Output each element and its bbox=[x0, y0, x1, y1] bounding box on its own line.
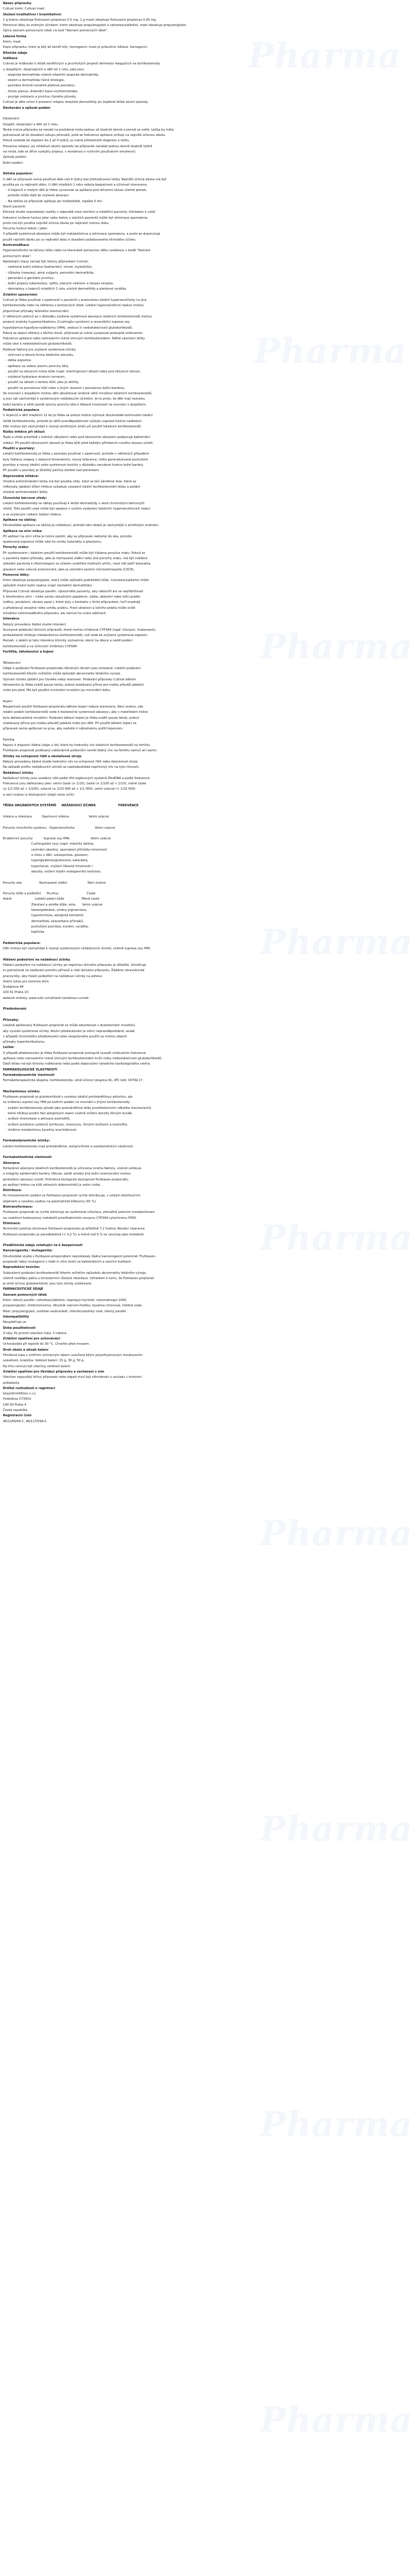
text-line: flutikason-propionátu je zanedbatelná (< 0,2 %) a méně než 5 % se vylučuje jako metabolit. bbox=[3, 1232, 145, 1237]
text-line: Po intravenózním podání se flutikason-propionát rychle distribuuje, s velkým distribučním bbox=[3, 1194, 141, 1198]
text-line: Lokálně aplikovaný flutikason-propionát se může absorbovat v dostatečném množství, bbox=[3, 1024, 136, 1028]
text-line: - U kojenců a malých dětí je třeba vyvarovat se aplikace pod okluzivní obvaz včetně plenek, bbox=[3, 189, 147, 193]
text-line: Šrobárova 48 bbox=[3, 985, 24, 989]
text-line: Teplé a vlhké prostředí v kožních záhybech nebo pod okluzivním obvazem podporuje bakteriální bbox=[3, 436, 151, 440]
text-line: Rizikové faktory pro zvýšené systémové účinky: bbox=[3, 348, 77, 352]
section-heading: Druh obalu a obsah balení bbox=[3, 1348, 48, 1352]
text-line: použít nejnižší dávku po co nejkratší dobu k dosažení požadovaného klinického účinku. bbox=[3, 238, 136, 242]
text-line: u dospělých, dospívajících a dětí od 1 roku, jako jsou: bbox=[3, 67, 85, 72]
text-line: 3 roky. Po prvním otevření tuby: 3 měsíce. bbox=[3, 1331, 68, 1335]
watermark-logo: Pharma bbox=[260, 627, 413, 667]
text-line: aby vyvolal systémové účinky. Akutní předávkování je velmi nepravděpodobné, avšak bbox=[3, 1029, 135, 1033]
text-line: frekvence aplikace nebo nahrazením méně účinným kortikosteroidem. Náhlé ukončení léčby bbox=[3, 337, 145, 341]
text-line: GlaxoSmithKline s.r.o. bbox=[3, 1392, 37, 1396]
text-line: pokračovat až do dosažení ústupu příznaků, poté se frekvence aplikace snižuje na nejnižší účinnou dávku. bbox=[3, 134, 166, 138]
text-line: - použití na porušenou kůži nebo v jiných stavech s porušenou kožní bariérou. bbox=[3, 386, 126, 390]
text-line: - zvýšená hydratace stratum corneum, bbox=[3, 375, 66, 379]
text-line bbox=[3, 1238, 352, 1243]
text-line: na místa, kde se dříve vyskytly projevy, v kombinaci s rutinním používáním emoliencií. bbox=[3, 150, 136, 154]
text-line: - inhibice metabolismu kyseliny arachidonové. bbox=[3, 1128, 77, 1132]
section-heading: TŘÍDA ORGÁNOVÝCH SYSTÉMŮ NEŽÁDOUCÍ ÚČINEK FREKVENCE bbox=[3, 804, 139, 808]
text-line: Starší pacienti: bbox=[3, 205, 26, 209]
text-line: v případě chronického předávkování nebo nesprávného použití se mohou objevit bbox=[3, 1034, 127, 1039]
section-heading: Indikace bbox=[3, 56, 18, 60]
text-line: - prurigo nodularis a pruritus různého původu. bbox=[3, 95, 77, 99]
text-line: přípravek nemá aplikovat na prsa, aby nedošlo k náhodnému požití kojencem. bbox=[3, 727, 123, 731]
text-line: odeslání pacienta k oftalmologovi za účelem vyšetření možných příčin, mezi něž patří katarakta, bbox=[3, 562, 151, 566]
text-line: 1 g krému obsahuje fluticasoni propionas 0,5 mg, 1 g masti obsahuje fluticasoni propionas 0,05 mg. bbox=[3, 18, 157, 22]
section-heading: Mechanismus účinku: bbox=[3, 1089, 40, 1094]
text-line: Popis přípravku: krém je bílý až téměř bílý, homogenní; mast je průsvitná, bělavá, homogenní. bbox=[3, 46, 148, 50]
text-line bbox=[3, 798, 352, 803]
text-line: Dlouhodobé studie s flutikason-propionátem neprokázaly žádný kancerogenní potenciál. Flutikason- bbox=[3, 1254, 157, 1258]
section-heading: Aplikace na obličej: bbox=[3, 518, 37, 522]
section-heading: Doprovodná infekce: bbox=[3, 474, 39, 478]
text-line: Poruchy imunitního systému Hypersenzitivita Velmi vzácné bbox=[3, 826, 115, 830]
text-line bbox=[3, 809, 352, 815]
text-line: Terminální poločas eliminace flutikason-propionátu je přibližně 7,2 hodiny. Renální clearance bbox=[3, 1227, 145, 1231]
text-line: - použití na okluzivní místa kůže (např. intertriginózní oblasti nebo pod okluzivní obvaz), bbox=[3, 369, 141, 374]
text-line: způsobit místní kožní reakce (např. kontaktní dermatitidu). bbox=[3, 584, 93, 588]
section-heading: Zvláštní opatření pro likvidaci přípravku a zacházení s ním bbox=[3, 1370, 105, 1374]
text-line: Porucha funkce ledvin / jater: bbox=[3, 227, 48, 231]
text-line: hypertrichóza, alergická kontaktní bbox=[3, 914, 84, 918]
text-line: se sníženou supresí osy HPA po kožním podání ve srovnání s jinými kortikosteroidy. bbox=[3, 1101, 131, 1105]
text-line: Všechen nepoužitý léčivý přípravek nebo odpad musí být zlikvidován v souladu s místními bbox=[3, 1375, 142, 1380]
text-line bbox=[3, 655, 352, 660]
text-line: připomínat příznaky léčeného onemocnění. bbox=[3, 309, 70, 313]
text-line: Při aplikaci na oční víčka je nutné zajistit, aby se přípravek nedostal do oka, protože bbox=[3, 534, 132, 538]
text-line: - neléčené kožní infekce (bakteriální, virové, mykotické), bbox=[3, 265, 93, 270]
text-line: Endokrinní poruchy Suprese osy HPA: Velmi vzácné bbox=[3, 837, 111, 841]
text-line: a jsou tak náchylnější k systémovým nežádoucím účinkům. Je to proto, že děti mají nezralou bbox=[3, 397, 145, 401]
watermark-logo: Pharma bbox=[260, 2104, 413, 2144]
text-line: centrální obezita), zpomalení přírůstku hmotnosti bbox=[3, 848, 108, 852]
text-line: Údaje o podávání flutikason-propionátu těhotným ženám jsou omezené. Lokální podávání bbox=[3, 666, 141, 670]
text-line: Krém obsahuje propylenglykol, který může způsobit podráždění kůže. Cetostearylalkohol může bbox=[3, 579, 149, 583]
text-line: Poruchy oka Rozmazané vidění Není známo bbox=[3, 881, 106, 885]
section-heading: Léčba: bbox=[3, 1046, 15, 1050]
section-heading: Pediatrická populace: bbox=[3, 941, 41, 945]
text-line: kopřivka bbox=[3, 930, 44, 935]
text-line: - snížení chemotaxe a aktivace eozinofilů, bbox=[3, 1117, 70, 1121]
text-line: včetně rozštěpu patra a intrauterinní růstové retardace. Vzhledem k tomu, že flutikason-propionát bbox=[3, 1276, 154, 1280]
text-line: uzávěrem, krabička. Velikost balení: 15 g, 30 g, 50 g. bbox=[3, 1359, 85, 1363]
text-line: - aplikace na velkou plochu povrchu těla, bbox=[3, 364, 69, 368]
watermark-logo: Pharma bbox=[254, 331, 407, 371]
text-line: (≥ 1/1 000 až < 1/100), vzácné (≥ 1/10 000 až < 1/1 000), velmi vzácné (< 1/10 000) bbox=[3, 787, 136, 791]
text-line: vhodné antimikrobiální léčby. bbox=[3, 491, 48, 495]
text-line: Při systémovém i lokálním použití kortikosteroidů může být hlášena porucha zraku. Pokud se bbox=[3, 551, 145, 555]
text-line: Následující stavy nemají být léčeny přípravkem Cutivat: bbox=[3, 259, 89, 264]
text-line: které inhibují pozdní fázi alergických reakcí včetně snížení denzity žírných buněk, bbox=[3, 1111, 133, 1115]
section-heading: Klinické údaje bbox=[3, 51, 27, 55]
text-line: Ve srovnání s dospělými mohou děti absorbovat úměrně větší množství lokálních kortikosteroidů, bbox=[3, 392, 152, 396]
text-line: Dlouhodobá aplikace na obličej je nežádoucí, protože tato oblast je náchylnější k atrofickým změnám. bbox=[3, 524, 160, 528]
text-line: u pacienta objeví příznaky, jako je rozmazané vidění nebo jiné poruchy zraku, má být zváženo bbox=[3, 556, 148, 560]
text-line: - atopická dermatitida včetně infantilní atopické dermatitidy, bbox=[3, 73, 99, 77]
text-line: vředů. Toto použití však může být spojeno s vyšším výskytem lokálních hypersenzitivních reakcí bbox=[3, 507, 151, 511]
text-line: Nebyly provedeny žádné studie hodnotící vliv na schopnost řídit nebo obsluhovat stroje. bbox=[3, 760, 139, 764]
section-heading: Seznam pomocných látek bbox=[3, 1293, 47, 1297]
section-heading: Chronické bércové vředy: bbox=[3, 496, 47, 500]
section-heading: Poruchy zraku: bbox=[3, 546, 29, 550]
text-line: Lokální kortikosteroidy je třeba u psoriázy používat s opatrností, protože v některých případech bbox=[3, 452, 149, 456]
text-line: U dětí se přípravek nemá používat déle než 4 týdny bez přehodnocení léčby. Nejnižší účinná dávka má být bbox=[3, 177, 167, 181]
section-heading: Distribuce: bbox=[3, 1189, 22, 1193]
text-line: Těhotenství bbox=[3, 661, 21, 665]
section-heading: FARMACEUTICKÉ ÚDAJE bbox=[3, 1287, 44, 1292]
text-line: Pokud se objeví některý z těchto stavů, přípravek je nutné vysazovat postupně snižováním bbox=[3, 331, 143, 335]
text-line: léčbě kortikosteroidy, protože je větší pravděpodobnost výskytu suprese funkce nadledvin. bbox=[3, 419, 143, 423]
watermark-logo: Pharma bbox=[260, 1513, 413, 1553]
text-line: Nejsou k dispozici žádné údaje u lidí, které by hodnotily vliv lokálních kortikosteroidů na fertilitu. bbox=[3, 744, 151, 748]
text-line: Subkutánní podávání kortikosteroidů březím zvířatům způsobilo abnormality fetálního vývoje, bbox=[3, 1271, 147, 1275]
text-line: Bezpečnost použití flutikason-propionátu během kojení nebyla stanovena. Není známo, zda bbox=[3, 705, 144, 709]
text-line bbox=[3, 1001, 352, 1007]
text-line: - účinnost a léková forma lokálního steroidu, bbox=[3, 353, 74, 357]
text-line: pomocných látek". bbox=[3, 254, 32, 258]
text-line: dermatitida, exacerbace příznaků, bbox=[3, 919, 84, 923]
text-line: Poruchy kůže a podkožní Pruritus Časté bbox=[3, 892, 96, 896]
text-line: Prevence relapsu: po zvládnutí akutní epizody lze přípravek nanášet jednou denně dvakrát týdně bbox=[3, 144, 152, 148]
text-line: Vhodná antimikrobiální léčba má být použita vždy, když se léčí zánětlivé léze, které se bbox=[3, 479, 136, 484]
section-heading: Fertilita, těhotenství a kojení bbox=[3, 650, 54, 654]
text-line: a není známo (z dostupných údajů nelze určit). bbox=[3, 793, 76, 797]
section-heading: Název přípravku bbox=[3, 2, 31, 5]
text-line: - psoriáza (kromě rozsáhlé plakové psoriázy), bbox=[3, 84, 76, 88]
text-line: na neaktivní karboxylový metabolit prostřednictvím enzymu CYP3A4 cytochromu P450. bbox=[3, 1216, 137, 1220]
text-line: lokální podání kortikosteroidů vede k dostatečné systémové absorpci, aby v mateřském mléce bbox=[3, 710, 148, 715]
text-line: Cushingoidní rysy (např. měsíčitý obličej, bbox=[3, 842, 95, 846]
text-line bbox=[3, 1013, 352, 1018]
text-line: - Lokální kortikosteroidy působí jako protizánětlivé látky prostřednictvím několika mechanismů, bbox=[3, 1106, 152, 1110]
text-line: (oděvy, povlečení, obvazy apod.), které byly v kontaktu s tímto přípravkem, hoří snadněji bbox=[3, 601, 141, 605]
section-heading: Kontraindikace bbox=[3, 244, 30, 248]
text-line: projevit známky hyperkortikalismu (Cushingův syndrom) a reverzibilní suprese osy bbox=[3, 320, 130, 325]
text-line: a představují závažné riziko vzniku požáru. Praní oblečení a ložního prádla může snížit bbox=[3, 606, 136, 610]
text-line bbox=[3, 166, 352, 171]
section-heading: Absorpce: bbox=[3, 1161, 21, 1165]
section-heading: Léková forma bbox=[3, 34, 27, 38]
section-heading: FARMAKOLOGICKÉ VLASTNOSTI bbox=[3, 1068, 57, 1072]
text-line: Mast: propylenglykol, sorbitan-seskvioleát, mikrokrystalický vosk, tekutý parafin. bbox=[3, 1309, 128, 1313]
text-line: kortikosteroidů a na účinnosti inhibitoru CYP3A4. bbox=[3, 644, 78, 648]
section-heading: Registrační číslo bbox=[3, 1414, 32, 1418]
text-line: hyperglykémie/glukosurie, katarakta, bbox=[3, 859, 89, 863]
text-line: 100 41 Praha 10 bbox=[3, 991, 28, 995]
text-line: proto má být použita nejnižší účinná dávka po nejkratší nutnou dobu. bbox=[3, 221, 110, 225]
text-line: očekávaný přínos pro matku převáží jakékoli riziko pro dítě. Při použití během kojení se bbox=[3, 721, 136, 725]
text-line: Infekce a infestace Oportunní infekce Velmi vzácné bbox=[3, 815, 109, 819]
section-heading: Farmakokinetické vlastnosti bbox=[3, 1156, 52, 1160]
text-line bbox=[3, 111, 352, 116]
text-line: Hlášení podezření na nežádoucí účinky po registraci léčivého přípravku je důležité. Umožňuje bbox=[3, 963, 147, 967]
text-line: Dávkování: bbox=[3, 117, 20, 121]
text-line: Flutikason-propionát podávaný subkutánně potkanům neměl žádný vliv na fertilitu samců ani samic. bbox=[3, 749, 158, 753]
text-line: Význam tohoto zjištění pro člověka nebyl stanoven. Podávání přípravku Cutivat během bbox=[3, 677, 136, 682]
text-line: riziko pro plod. Má být použito minimální množství po minimální dobu. bbox=[3, 689, 111, 693]
text-line: aplikace nebo nahrazením méně účinným kortikosteroidem kvůli riziku nedostatečnosti glukokortikoidů. bbox=[3, 1057, 162, 1060]
section-heading: Hlášení podezření na nežádoucí účinky bbox=[3, 958, 70, 962]
text-line: infikovaly. Jakékoli šíření infekce vyžaduje vysazení lokální kortikosteroidní léčby a podání bbox=[3, 485, 141, 489]
section-heading: Dávkování a způsob podání bbox=[3, 106, 51, 110]
text-line: Cutivat je dále určen k prevenci relapsu atopické dermatitidy po úspěšné léčbě akutní epizody. bbox=[3, 100, 149, 105]
text-line: Na trhu nemusí být všechny velikosti balení. bbox=[3, 1364, 71, 1368]
text-line: Pokud nedojde ke zlepšení do 2 až 4 týdnů, je nutné přehodnotit diagnózu a léčbu. bbox=[3, 139, 130, 143]
text-line: prokazatelně inhibuje metabolismus kortikosteroidů, což vede ke zvýšené systémové expozici. bbox=[3, 634, 148, 638]
text-line: kožní bariéru a větší poměr plochy povrchu těla k tělesné hmotnosti ve srovnání s dospělými. bbox=[3, 403, 147, 407]
text-line bbox=[3, 1083, 352, 1089]
text-line bbox=[3, 820, 352, 825]
section-heading: Biotransformace: bbox=[3, 1205, 33, 1209]
text-line: použita po co nejkratší dobu. U dětí mladších 1 roku nebyla bezpečnost a účinnost stanovena. bbox=[3, 183, 148, 187]
text-line: Nebyly provedeny žádné studie interakcí. bbox=[3, 622, 67, 627]
section-heading: Kancerogenita / mutagenita: bbox=[3, 1249, 53, 1253]
section-heading: Předklinické údaje vztahující se k bezpečnosti bbox=[3, 1244, 83, 1248]
section-heading: Farmakodynamické účinky: bbox=[3, 1139, 50, 1143]
text-line: pracovníky, aby hlásili podezření na nežádoucí účinky na adresu: bbox=[3, 974, 103, 978]
text-line: Frekvence jsou definovány jako: velmi časté (≥ 1/10), časté (≥ 1/100 až < 1/10), méně časté bbox=[3, 782, 147, 786]
section-heading: Složení kvalitativní i kvantitativní bbox=[3, 12, 61, 17]
section-heading: Držitel rozhodnutí o registraci bbox=[3, 1386, 56, 1390]
section-heading: Inkompatibility bbox=[3, 1315, 30, 1319]
text-line bbox=[3, 1133, 352, 1138]
text-line: Pomocné látky se známým účinkem: krém obsahuje propylenglykol a cetostearylalkohol, mast obsahuje propylenglykol. bbox=[3, 24, 187, 28]
text-line: Způsob podání: bbox=[3, 155, 27, 160]
text-line: Současné podávání léčivých přípravků, které mohou inhibovat CYP3A4 (např. ritonavir, itrakonazol), bbox=[3, 628, 157, 632]
text-line: po aplikaci krému na kůži zdravých dobrovolníků je velmi nízká. bbox=[3, 1183, 101, 1187]
section-heading: Pomocné látky: bbox=[3, 573, 30, 577]
text-line: Ztenčení a atrofie kůže, strie, Velmi vzácné bbox=[3, 903, 103, 907]
text-line: - růžovka (rosacea), akné vulgaris, periorální dermatitida, bbox=[3, 271, 95, 275]
text-line bbox=[3, 831, 352, 836]
text-line: Na základě profilu nežádoucích účinků se nepředpokládá nepříznivý vliv na tyto činnosti. bbox=[3, 765, 139, 770]
text-line: - kožní projevy tuberkulózy, syfilis, planých neštovic a herpes simplex, bbox=[3, 282, 114, 286]
text-line bbox=[3, 693, 352, 699]
text-line: obezita, snížení hladin endogenního kortizolu bbox=[3, 870, 101, 874]
text-line: 46/1169/94-C, 46/1170/94-C bbox=[3, 1419, 47, 1423]
text-line: Krém, mast bbox=[3, 40, 21, 44]
text-line: Flutikason-propionát je glukokortikoid s vysokou lokální protizánětlivou aktivitou, ale bbox=[3, 1095, 133, 1099]
text-line bbox=[3, 935, 352, 940]
text-line: Kožní podání. bbox=[3, 161, 24, 165]
text-line: byly hlášeny relapsy s rebound fenoménem, rozvoj tolerance, riziko generalizované pustulózní bbox=[3, 458, 148, 462]
text-line: U některých jedinců se v důsledku zvýšené systémové absorpce lokálních kortikosteroidů mohou bbox=[3, 314, 152, 319]
text-line: V případě předávkování je třeba flutikason-propionát postupně vysadit snižováním frekvence bbox=[3, 1051, 146, 1055]
text-line: propionát nebyl mutagenní v řadě in vitro testů na bakteriálních a savčích buňkách. bbox=[3, 1260, 132, 1264]
text-line: Přípravek Cutivat obsahuje parafin. Upozorněte pacienty, aby nekouřili ani se nepřibližovali bbox=[3, 589, 144, 593]
text-line: opakovaná expozice může vést ke vzniku katarakty a glaukomu. bbox=[3, 540, 102, 544]
text-line: teleangiektázie, změny pigmentace, bbox=[3, 908, 87, 912]
text-line: glaukom nebo vzácná onemocnění, jako je centrální serózní chorioretinopatie (CSCR). bbox=[3, 567, 135, 572]
text-line bbox=[3, 732, 352, 737]
text-line: těhotenství je třeba zvážit pouze tehdy, pokud očekávaný přínos pro matku převáží jakékoli bbox=[3, 683, 144, 687]
watermark-logo: Pharma bbox=[260, 2400, 413, 2440]
text-line: a se zvýšeným rizikem lokální infekce. bbox=[3, 512, 62, 517]
text-line bbox=[3, 952, 352, 957]
text-line: - lichen planus, diskoidní lupus erythematodes, bbox=[3, 89, 79, 93]
text-line: a růstu u dětí, osteoporóza, glaukom, bbox=[3, 854, 89, 858]
text-line: - ekzém a dermatitida různé etiologie, bbox=[3, 79, 65, 83]
section-heading: Doba použitelnosti bbox=[3, 1326, 36, 1330]
text-line: objemem a vysokou vazbou na plazmatické bílkoviny (91 %). bbox=[3, 1199, 97, 1203]
text-line: Děti mohou být náchylnější k rozvoji atrofických změn při použití lokálních kortikosteroidů. bbox=[3, 424, 142, 429]
text-line: infekci. Při použití okluzivních obvazů je třeba kůži před každým přiložením nového obvazu očistit. bbox=[3, 441, 154, 445]
text-line: psoriázy a rozvoj lokální nebo systémové toxicity v důsledku narušené funkce kožní bariéry. bbox=[3, 463, 144, 467]
text-line: příznaky hyperkortikalismu. bbox=[3, 1040, 45, 1044]
text-line: propylenglykol, imidomočovina, dihydrát natrium-fosfátu, kyselina citronová, čištěná voda. bbox=[3, 1304, 143, 1308]
text-line bbox=[3, 886, 352, 891]
text-line: Klinické studie neprokázaly rozdíly v odpovědi mezi staršími a mladšími pacienty. Vzhledem k vyšší bbox=[3, 210, 155, 215]
text-line: Děti mohou být náchylnější k rozvoji systémových nežádoucích účinků, včetně suprese osy HPA. bbox=[3, 947, 151, 951]
text-line: frekvenci snížené funkce jater nebo ledvin u starších pacientů může být eliminace zpomalena, bbox=[3, 216, 148, 220]
text-line: požadavky. bbox=[3, 1381, 20, 1385]
text-line: Neuplatňuje se. bbox=[3, 1321, 27, 1325]
section-heading: Příznaky: bbox=[3, 1018, 19, 1022]
section-heading: Eliminace: bbox=[3, 1221, 21, 1225]
text-line: Hliníková tuba s vnitřním ochranným lakem uzavřená bílým polyethylenovým šroubovacím bbox=[3, 1354, 143, 1358]
text-line: Další léčba má být klinicky indikovaná nebo podle doporučení národního toxikologického centra. bbox=[3, 1062, 151, 1066]
text-line: Lokální kortikosteroidy se někdy používají k léčbě dermatitidy v okolí chronických bércových bbox=[3, 502, 145, 506]
text-line: může vést k nedostatečnosti glukokortikoidů. bbox=[3, 342, 73, 346]
text-line: Úplný seznam pomocných látek viz bod "Seznam pomocných látek". bbox=[3, 29, 109, 33]
watermark-logo: Pharma bbox=[260, 1218, 413, 1258]
section-heading: Farmakodynamické vlastnosti bbox=[3, 1073, 55, 1077]
text-line: Flutikason-propionát se rychle eliminuje ze systémové cirkulace, převážně jaterním metabolismem bbox=[3, 1211, 155, 1215]
text-line: - perianální a genitální pruritus, bbox=[3, 276, 55, 280]
text-line: Při použití u psoriázy je důležitý pečlivý dohled nad pacientem. bbox=[3, 469, 100, 473]
section-heading: Nežádoucí účinky bbox=[3, 771, 34, 775]
section-heading: Použití u psoriázy: bbox=[3, 447, 35, 451]
text-line: byla detekovatelná množství. Podávání během kojení je třeba zvážit pouze tehdy, pokud bbox=[3, 716, 139, 720]
text-line: Hypersenzitivita na léčivou látku nebo na kteroukoli pomocnou látku uvedenou v bodě "Seznam bbox=[3, 249, 151, 253]
text-line: množství nahromaděného přípravku, ale nemusí ho zcela odstranit. bbox=[3, 611, 107, 615]
watermark-logo: Pharma bbox=[260, 1809, 413, 1849]
watermark-logo: Pharma bbox=[260, 922, 413, 962]
text-line: - snížení produkce cytokinů lymfocyty, monocyty, žírnými buňkami a eozinofily, bbox=[3, 1122, 128, 1127]
text-line bbox=[3, 1150, 352, 1155]
text-line: Hvězdova 1734/2c bbox=[3, 1397, 32, 1401]
text-line: Uchovávejte při teplotě do 30 °C. Chraňte před mrazem. bbox=[3, 1342, 90, 1347]
text-line: U kojenců a dětí mladších 12 let je třeba se pokud možno vyhnout dlouhodobé kontinuální lokální bbox=[3, 414, 153, 418]
text-line: hypertenze, zvýšení tělesné hmotnosti / bbox=[3, 864, 93, 868]
text-line: Farmakoterapeutická skupina: kortikosteroidy, silně účinné (skupina III), ATC kód: D07AC17. bbox=[3, 1079, 144, 1083]
text-line: hypotalamus-hypofýza-nadledviny (HPA), vedoucí k nedostatečnosti glukokortikoidů. bbox=[3, 326, 133, 330]
text-line: 140 00 Praha 4 bbox=[3, 1403, 27, 1407]
section-heading: Reprodukční toxicita: bbox=[3, 1266, 40, 1270]
text-line: webové stránky: www.sukl.cz/nahlasit-nezadouci-ucinek bbox=[3, 996, 89, 1000]
text-line: Fertilita bbox=[3, 738, 15, 742]
watermark-logo: Pharma bbox=[248, 35, 401, 76]
text-line: Lokální kortikosteroidy mají protizánětlivé, antipruritické a vazokonstrikční vlastnosti. bbox=[3, 1144, 134, 1149]
text-line: je silně účinný glukokortikoid, jsou tyto účinky očekávané. bbox=[3, 1282, 92, 1286]
text-line: protože může dojít ke zvýšené absorpci. bbox=[3, 194, 70, 198]
text-line: - dermatózy u kojenců mladších 1 roku včetně dermatitidy a plenkové vyrážky. bbox=[3, 287, 127, 291]
text-line: kortikosteroidy nebo na některou z pomocných látek. Lokální hypersenzitivní reakce mohou bbox=[3, 304, 144, 308]
text-line: Dospělí, dospívající a děti od 1 roku: bbox=[3, 122, 59, 126]
text-line: Nežádoucí účinky jsou uvedeny níže podle tříd orgánových systémů MedDRA a podle frekvence. bbox=[3, 776, 151, 780]
section-heading: Zvláštní upozornění bbox=[3, 293, 38, 297]
text-line: to pokračovat ve sledování poměru přínosů a rizik léčivého přípravku. Žádáme zdravotnické bbox=[3, 969, 145, 973]
text-line: kortikosteroidů březím zvířatům může způsobit abnormality fetálního vývoje. bbox=[3, 672, 121, 676]
text-line: Perkutánní absorpce lokálních kortikosteroidů je určována mnoha faktory, včetně vehikula bbox=[3, 1166, 142, 1170]
text-line: Rozsah, v jakém je tato interakce klinicky významná, závisí na dávce a cestě podání bbox=[3, 639, 132, 643]
text-line: V případě systémové absorpce může být metabolismus a eliminace zpomaleny, a proto se doporučuje bbox=[3, 232, 161, 236]
text-line: Česká republika bbox=[3, 1409, 28, 1412]
section-heading: Dětská populace: bbox=[3, 172, 33, 176]
text-line: - délka expozice, bbox=[3, 359, 32, 363]
section-heading: Riziko infekce při okluzi: bbox=[3, 430, 45, 434]
section-heading: Účinky na schopnost řídit a obsluhovat stroje bbox=[3, 754, 82, 758]
section-heading: Zvláštní opatření pro uchovávání bbox=[3, 1337, 60, 1341]
text-line: Státní ústav pro kontrolu léčiv bbox=[3, 979, 49, 984]
text-line bbox=[3, 875, 352, 880]
text-line: Krém: tekutý parafin, cetostearylalkohol, isopropyl-myristát, cetomakrogol 1000, bbox=[3, 1299, 128, 1303]
section-heading: Interakce bbox=[3, 617, 19, 621]
text-line: a integrity epidermální bariéry. Okluze, zánět a/nebo jiná kožní onemocnění mohou bbox=[3, 1172, 131, 1176]
text-line: Cutivat je indikován k léčbě zánětlivých a pruritických projevů dermatóz reagujících na kortikosteroidy bbox=[3, 62, 160, 66]
text-line: pustulózní psoriáza, erytém, vyrážka, bbox=[3, 924, 89, 929]
section-heading: Pediatrická populace bbox=[3, 408, 40, 412]
text-line: tkáně Lokální pálení kůže Méně časté bbox=[3, 897, 100, 901]
text-line: Cutivat krém, Cutivat mast bbox=[3, 7, 45, 11]
text-line: - použití na oblasti s tenkou kůží, jako je obličej, bbox=[3, 381, 79, 385]
text-line: perkutánní absorpci zvýšit. Průměrná biologická dostupnost flutikason-propionátu bbox=[3, 1177, 129, 1182]
text-line: Kojení bbox=[3, 699, 12, 703]
section-heading: Aplikace na oční víčka: bbox=[3, 529, 43, 533]
section-heading: Předávkování bbox=[3, 1007, 27, 1011]
text-line: - Na obličej se přípravek aplikuje jen krátkodobě, nejdéle 5 dní. bbox=[3, 199, 103, 203]
text-line: k otevřenému ohni – riziko vzniku závažných popálenin. Látka, oblečení nebo ložní prádlo bbox=[3, 595, 141, 599]
text-line: Tenká vrstva přípravku se nanáší na postižená místa jednou až dvakrát denně a jemně se vetře. Léčba by měla bbox=[3, 128, 174, 132]
text-line: Cutivat je třeba používat s opatrností u pacientů s anamnézou lokální hypersenzitivity na jiné bbox=[3, 299, 147, 303]
